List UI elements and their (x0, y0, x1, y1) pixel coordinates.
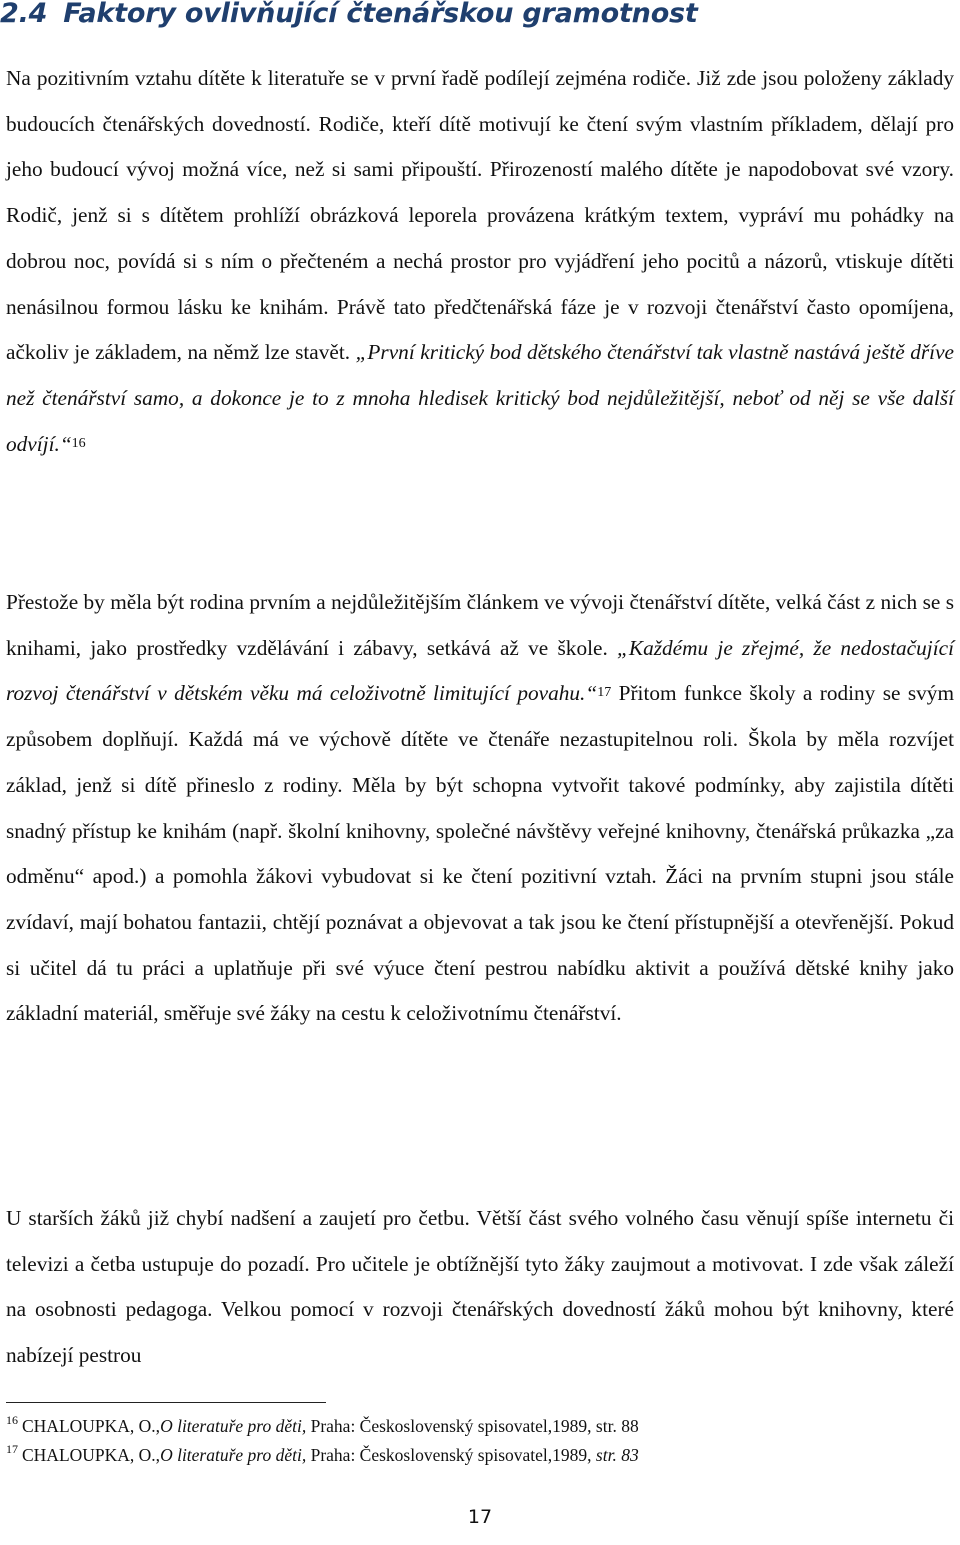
paragraph-text: Na pozitivním vztahu dítěte k literatuře se v první řadě podílejí zejména rodiče. Již zde jsou položeny základy budoucích čtenářských dovedností. Rodiče, kteří dítě motivují ke čtení svým vlastním příkladem, dělají pro jeho budoucí vývoj možná více, než si sami připouští. Přirozeností malého dítěte je napodobovat své vzory. Rodič, jenž si s dítětem prohlíží obrázková leporela provázena krátkým textem, vypráví mu pohádky na dobrou noc, povídá si s ním o přečteném a nechá prostor pro vyjádření jeho pocitů a názorů, vtiskuje dítěti nenásilnou formou lásku ke knihám. Právě tato předčtenářská fáze je v rozvoji čtenářství často opomíjena, ačkoliv je základem, na němž lze stavět. (6, 66, 954, 365)
footnote-author: CHALOUPKA, O., (22, 1445, 161, 1465)
footnote-page: str. 83 (595, 1445, 639, 1465)
footnote-17 (6, 1444, 954, 1466)
footnote-ref-17[interactable]: 17 (597, 685, 612, 701)
page-number: 17 (467, 1506, 493, 1528)
section-number: 2.4 (0, 0, 48, 29)
footnote-title: O literatuře pro děti, (160, 1416, 307, 1436)
quote-chaloupka-17: „Každému je zřejmé, že nedostačující rozvoj čtenářství v dětském věku má celoživotně limitující povahu.“ (6, 635, 954, 706)
footnote-page: str. 88 (595, 1416, 639, 1436)
paragraph-text: U starších žáků již chybí nadšení a zaujetí pro četbu. Větší část svého volného času věnují spíše internetu či televizi a četba ustupuje do pozadí. Pro učitele je obtížnější tyto žáky zaujmout a motivovat. I zde však záleží na osobnosti pedagoga. Velkou pomocí v rozvoji čtenářských dovedností žáků mohou být knihovny, které nabízejí pestrou (6, 1206, 954, 1368)
paragraph-parents (6, 56, 954, 467)
paragraph-text: Přestože by měla být rodina prvním a nejdůležitějším článkem ve vývoji čtenářství dítěte, velká část z nich se s knihami, jako prostředky vzdělávání i zábavy, setkává až ve škole. (6, 590, 954, 660)
section-title: Faktory ovlivňující čtenářskou gramotnost (63, 0, 698, 29)
paragraph-school (6, 580, 954, 1037)
footnote-mark: 16 (6, 1413, 18, 1427)
footnote-publisher: Praha: Československý spisovatel,1989, (310, 1445, 592, 1465)
quote-chaloupka-16: „První kritický bod dětského čtenářství tak vlastně nastává ještě dříve než čtenářství samo, a dokonce je to z mnoha hledisek kritický bod nejdůležitější, neboť od něj se vše další odvíjí.“ (6, 340, 954, 456)
footnote-ref-16[interactable]: 16 (71, 435, 86, 451)
footnote-divider (6, 1402, 326, 1403)
footnote-16 (6, 1415, 954, 1437)
footnote-author: CHALOUPKA, O., (22, 1416, 161, 1436)
paragraph-text: Přitom funkce školy a rodiny se svým způsobem doplňují. Každá má ve výchově dítěte ve čtenáře nezastupitelnou roli. Škola by měla rozvíjet základ, jenž si dítě přineslo z rodiny. Měla by být schopna vytvořit takové podmínky, aby zajistila dítěti snadný přístup ke knihám (např. školní knihovny, společné návštěvy veřejné knihovny, čtenářská průkazka „za odměnu“ apod.) a pomohla žákovi vybudovat si ke čtení pozitivní vztah. Žáci na prvním stupni jsou stále zvídaví, mají bohatou fantazii, chtějí poznávat a objevovat a tak jsou ke čtení přístupnější a otevřenější. Pokud si učitel dá tu práci a uplatňuje při své výuce čtení pestrou nabídku aktivit a používá dětské knihy jako základní materiál, směřuje své žáky na cestu k celoživotnímu čtenářství. (6, 681, 955, 1026)
footnote-publisher: Praha: Československý spisovatel,1989, (310, 1416, 592, 1436)
section-heading (0, 0, 698, 29)
footnote-title: O literatuře pro děti, (160, 1445, 307, 1465)
footnote-mark: 17 (6, 1442, 18, 1456)
paragraph-older-pupils (6, 1196, 954, 1379)
